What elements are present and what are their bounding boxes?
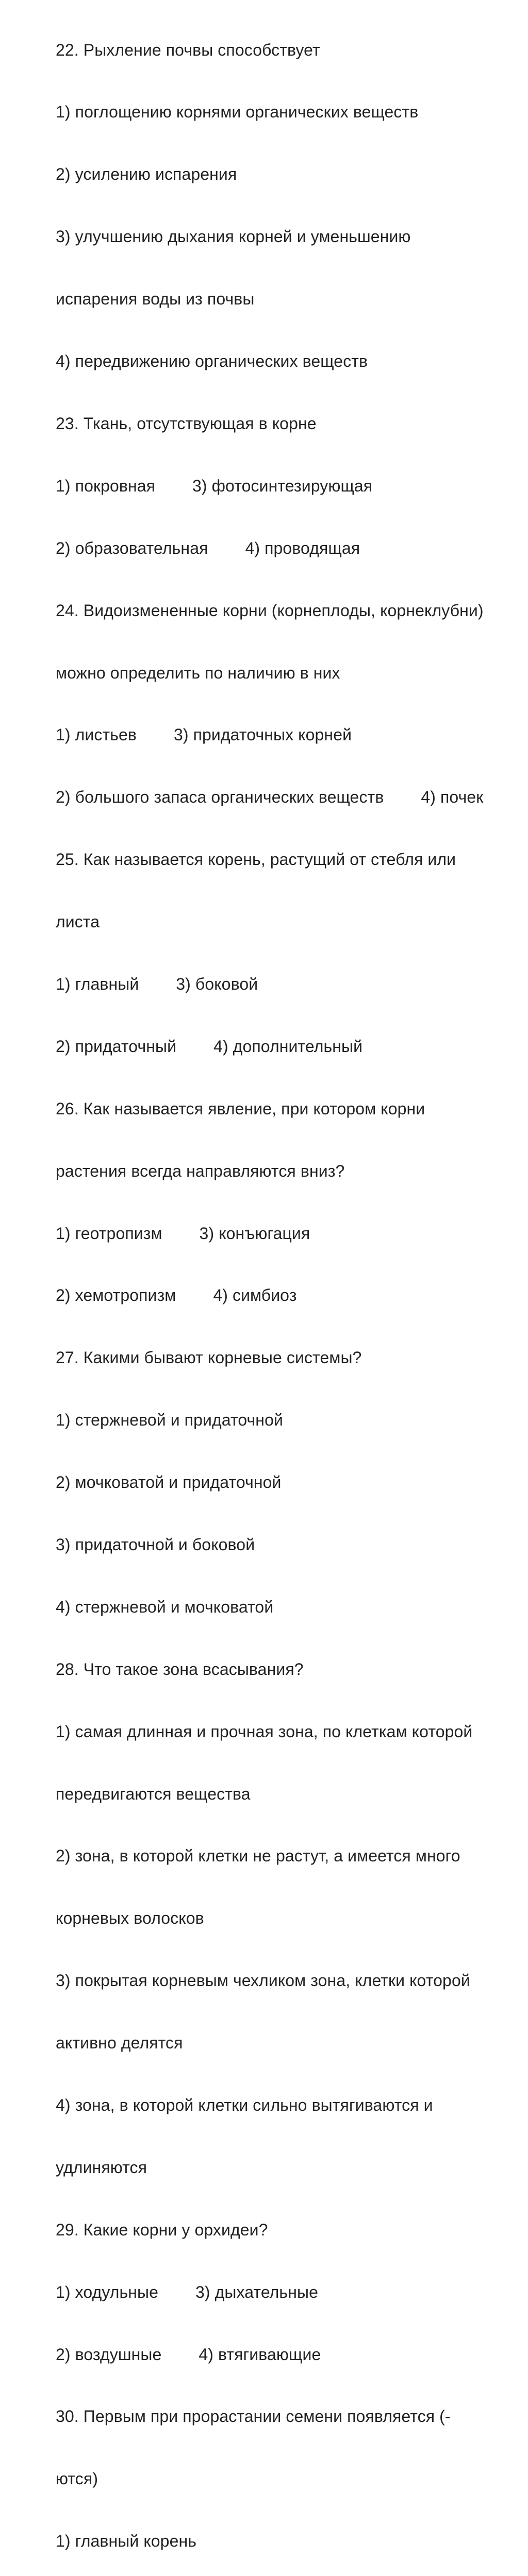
question-30-option-1: 1) главный корень bbox=[56, 2532, 197, 2551]
question-26-options-1-3: 1) геотропизм 3) конъюгация bbox=[56, 1224, 310, 1243]
question-25-options-2-4: 2) придаточный 4) дополнительный bbox=[56, 1037, 363, 1056]
question-23-title: 23. Ткань, отсутствующая в корне bbox=[56, 414, 317, 433]
question-30-title-cont: ются) bbox=[56, 2469, 98, 2488]
question-23-options-1-3: 1) покровная 3) фотосинтезирующая bbox=[56, 476, 373, 495]
question-29-options-1-3: 1) ходульные 3) дыхательные bbox=[56, 2282, 318, 2301]
question-29-title: 29. Какие корни у орхидеи? bbox=[56, 2220, 268, 2239]
question-27-option-2: 2) мочковатой и придаточной bbox=[56, 1473, 282, 1492]
question-28-option-3: 3) покрытая корневым чехликом зона, клетки которой bbox=[56, 1971, 470, 1990]
question-29-options-2-4: 2) воздушные 4) втягивающие bbox=[56, 2345, 321, 2364]
question-25-options-1-3: 1) главный 3) боковой bbox=[56, 974, 258, 993]
question-26-title-cont: растения всегда направляются вниз? bbox=[56, 1161, 345, 1180]
question-28-title: 28. Что такое зона всасывания? bbox=[56, 1659, 304, 1679]
question-28-option-1: 1) самая длинная и прочная зона, по клеткам которой bbox=[56, 1722, 473, 1741]
question-27-option-1: 1) стержневой и придаточной bbox=[56, 1411, 283, 1430]
question-22-option-1: 1) поглощению корнями органических веществ bbox=[56, 103, 419, 122]
question-24-options-1-3: 1) листьев 3) придаточных корней bbox=[56, 725, 352, 744]
question-27-option-3: 3) придаточной и боковой bbox=[56, 1535, 255, 1554]
question-28-option-4-cont: удлиняются bbox=[56, 2158, 147, 2177]
question-22-option-4: 4) передвижению органических веществ bbox=[56, 352, 368, 371]
question-27-title: 27. Какими бывают корневые системы? bbox=[56, 1348, 362, 1367]
question-24-title-cont: можно определить по наличию в них bbox=[56, 663, 340, 682]
question-28-option-4: 4) зона, в которой клетки сильно вытягиваются и bbox=[56, 2095, 433, 2114]
question-26-title: 26. Как называется явление, при котором корни bbox=[56, 1099, 425, 1118]
question-24-title: 24. Видоизмененные корни (корнеплоды, корнеклубни) bbox=[56, 601, 484, 620]
question-27-option-4: 4) стержневой и мочковатой bbox=[56, 1597, 274, 1616]
question-22-option-2: 2) усилению испарения bbox=[56, 165, 237, 184]
question-22-option-3: 3) улучшению дыхания корней и уменьшению bbox=[56, 227, 411, 246]
question-28-option-1-cont: передвигаются вещества bbox=[56, 1784, 251, 1803]
question-23-options-2-4: 2) образовательная 4) проводящая bbox=[56, 538, 360, 557]
question-28-option-2: 2) зона, в которой клетки не растут, а имеется много bbox=[56, 1846, 460, 1866]
question-25-title-cont: листа bbox=[56, 912, 100, 931]
question-28-option-3-cont: активно делятся bbox=[56, 2033, 183, 2053]
question-30-title: 30. Первым при прорастании семени появляется (- bbox=[56, 2407, 451, 2426]
question-26-options-2-4: 2) хемотропизм 4) симбиоз bbox=[56, 1286, 297, 1305]
question-24-options-2-4: 2) большого запаса органических веществ 4) почек bbox=[56, 788, 484, 807]
question-28-option-2-cont: корневых волосков bbox=[56, 1909, 204, 1928]
question-22-title: 22. Рыхление почвы способствует bbox=[56, 40, 320, 59]
question-25-title: 25. Как называется корень, растущий от стебля или bbox=[56, 850, 456, 869]
document-text bbox=[56, 0, 520, 2576]
question-22-option-3-cont: испарения воды из почвы bbox=[56, 290, 255, 309]
